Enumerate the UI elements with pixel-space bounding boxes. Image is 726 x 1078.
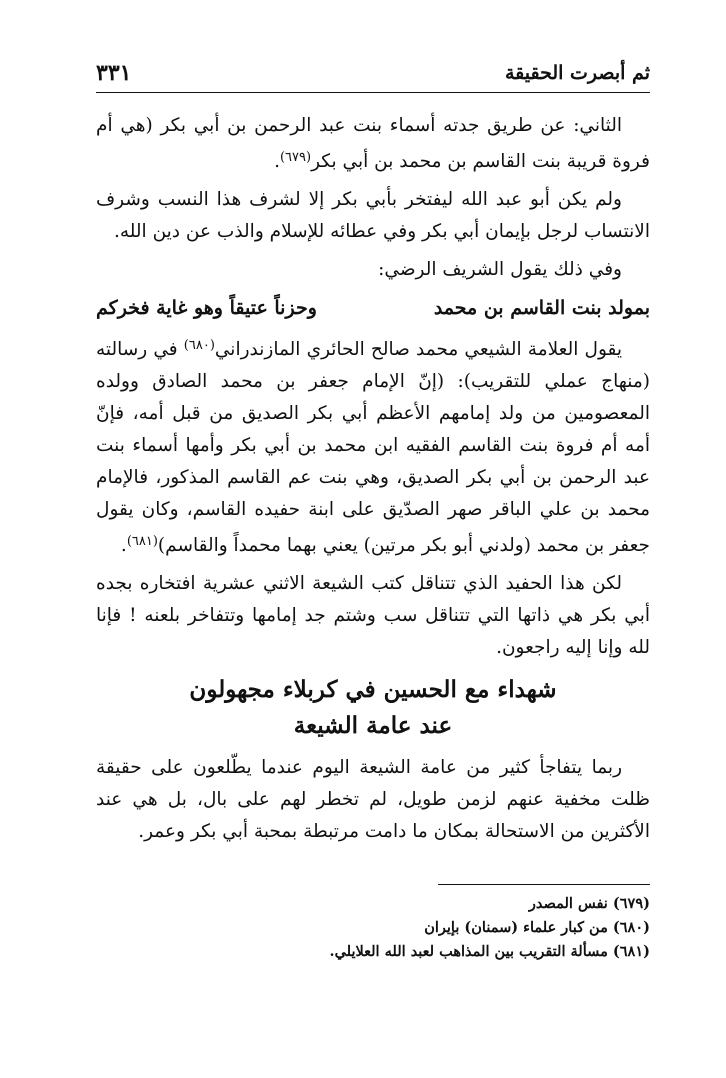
footnotes <box>96 892 650 964</box>
poetry-verse <box>96 292 650 324</box>
main-text <box>96 110 650 670</box>
paragraph-1-end: . <box>274 151 280 172</box>
section-heading-line-2: عند عامة الشيعة <box>293 712 453 739</box>
section-heading-line-1: شهداء مع الحسين في كربلاء مجهولون <box>189 676 557 703</box>
paragraph-3: وفي ذلك يقول الشريف الرضي: <box>378 259 622 280</box>
paragraph-6: ربما يتفاجأ كثير من عامة الشيعة اليوم عندما يطّلعون على حقيقة ظلت مخفية عنهم لزمن طويل، لم تخطر لهم على بال، بل هي عند الأكثرين من الاستحالة بمكان ما دامت مرتبطة بمحبة أبي بكر وعمر. <box>96 757 650 842</box>
page-number: ٣٣١ <box>96 60 132 86</box>
footnote-679: (٦٧٩) نفس المصدر <box>528 895 650 912</box>
paragraph-4-end: . <box>120 535 127 556</box>
verse-hemistich-2: وحزناً عتيقاً وهو غاية فخركم <box>96 297 317 319</box>
section-text <box>96 752 650 848</box>
paragraph-5: لكن هذا الحفيد الذي تتناقل كتب الشيعة الاثني عشرية افتخاره بجده أبي بكر هي ذاتها التي تتناقل سب وشتم جد إمامها وتتفاخر بلعنه ! فإنا لله وإنا إليه راجعون. <box>96 573 650 658</box>
running-header <box>96 60 650 90</box>
paragraph-1-text: الثاني: عن طريق جدته أسماء بنت عبد الرحمن بن أبي بكر (هي أم فروة قريبة بنت القاسم بن محمد بن أبي بكر <box>96 115 650 172</box>
footnote-ref-679: (٦٧٩) <box>279 150 312 165</box>
verse-hemistich-1: بمولد بنت القاسم بن محمد <box>433 297 650 319</box>
running-title: ثم أبصرت الحقيقة <box>504 62 650 84</box>
footnote-ref-681: (٦٨١) <box>126 534 158 549</box>
footnote-divider <box>438 884 650 885</box>
footnote-680: (٦٨٠) من كبار علماء (سمنان) بإيران <box>424 919 650 936</box>
paragraph-4-text-a: يقول العلامة الشيعي محمد صالح الحائري المازندراني <box>214 339 623 360</box>
paragraph-4 <box>96 330 650 562</box>
footnote-681: (٦٨١) مسألة التقريب بين المذاهب لعبد الله العلايلي. <box>329 943 650 960</box>
paragraph-1 <box>96 110 650 178</box>
section-heading <box>96 672 650 744</box>
footnote-ref-680: (٦٨٠) <box>183 338 215 353</box>
paragraph-4-text-b: في رسالته (منهاج عملي للتقريب): (إنّ الإمام جعفر بن محمد الصادق وولده المعصومين من ولد إمامهم الأعظم أبي بكر الصديق من قبل أمه، فإنّ أمه أم فروة بنت القاسم الفقيه ابن محمد بن أبي بكر وأمها أسماء بنت عبد الرحمن بن أبي بكر الصديق، وهي بنت عم القاسم المذكور، فالإمام محمد بن علي الباقر صهر الصدّيق على ابنة حفيده القاسم، وكان يقول جعفر بن محمد (ولدني أبو بكر مرتين) يعني بهما محمداً والقاسم) <box>96 339 650 556</box>
paragraph-2: ولم يكن أبو عبد الله ليفتخر بأبي بكر إلا لشرف هذا النسب وشرف الانتساب لرجل بإيمان أبي بكر وفي عطائه للإسلام والذب عن دين الله. <box>96 189 650 242</box>
header-divider <box>96 92 650 93</box>
